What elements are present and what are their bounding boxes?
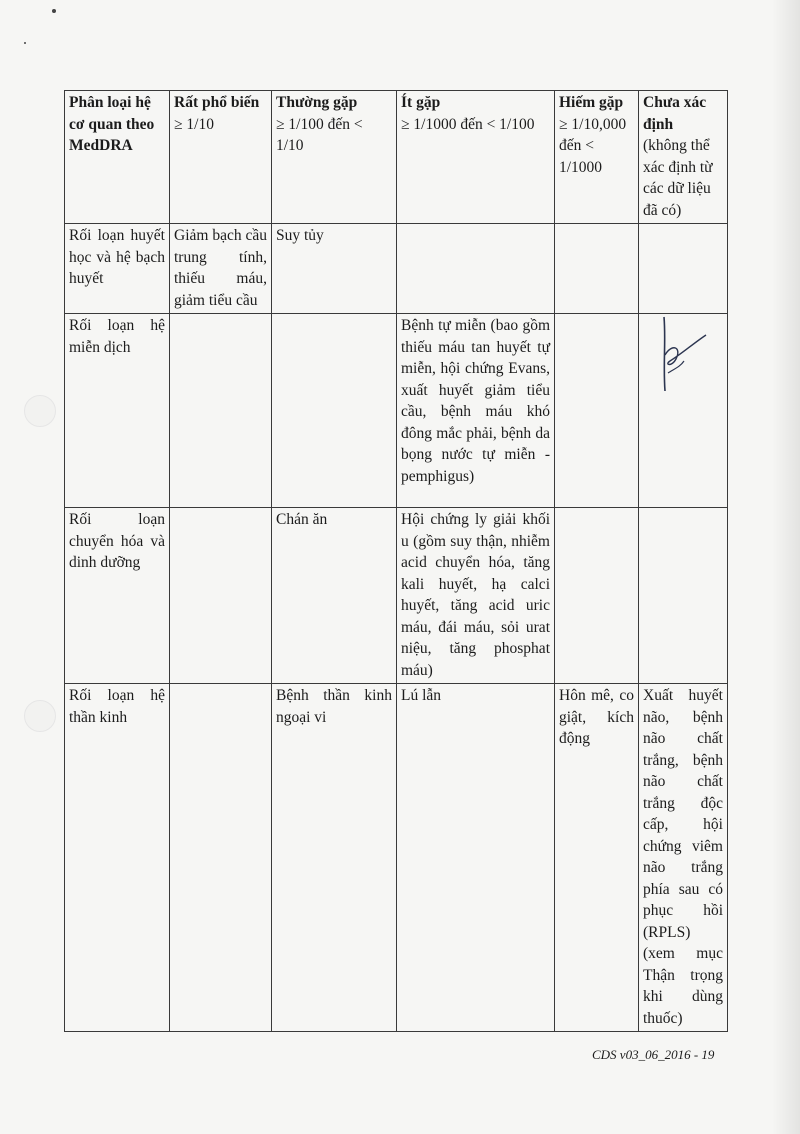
table-header-row [65, 91, 728, 224]
not-known-cell [639, 508, 728, 684]
common-cell: Bệnh thần kinh ngoại vi [272, 684, 397, 1032]
header-label: Hiếm gặp [559, 94, 624, 111]
uncommon-cell: Lú lẫn [397, 684, 555, 1032]
header-organ-class [65, 91, 170, 224]
adverse-reactions-table [64, 90, 728, 1032]
rare-cell [555, 224, 639, 314]
not-known-cell: Xuất huyết não, bệnh não chất trắng, bệnh não chất trắng độc cấp, hội chứng viêm não trắng phía sau có phục hồi (RPLS) (xem mục Thận trọng khi dùng thuốc) [639, 684, 728, 1032]
very-common-cell [170, 508, 272, 684]
header-rare [555, 91, 639, 224]
uncommon-cell: Bệnh tự miễn (bao gồm thiếu máu tan huyết tự miễn, hội chứng Evans, xuất huyết giảm tiểu cầu, bệnh máu khó đông mắc phải, bệnh da bọng nước tự miễn - pemphigus) [397, 314, 555, 508]
common-cell: Chán ăn [272, 508, 397, 684]
page-edge-shadow [772, 0, 800, 1134]
header-frequency: ≥ 1/10 [174, 115, 214, 133]
very-common-cell [170, 314, 272, 508]
header-label: Chưa xác định [643, 94, 707, 133]
common-cell [272, 314, 397, 508]
uncommon-cell: Hội chứng ly giải khối u (gồm suy thận, nhiễm acid chuyển hóa, tăng kali huyết, hạ calci huyết, tăng acid uric máu, đái máu, sỏi urat niệu, tăng phosphat máu) [397, 508, 555, 684]
header-frequency: ≥ 1/100 đến < 1/10 [276, 115, 363, 154]
table-row [65, 508, 728, 684]
rare-cell [555, 314, 639, 508]
header-frequency: (không thể xác định từ các dữ liệu đã có) [643, 137, 713, 219]
very-common-cell [170, 684, 272, 1032]
header-label: Phân loại hệ cơ quan theo MedDRA [69, 94, 155, 154]
scan-speck [52, 9, 56, 13]
header-label: Thường gặp [276, 94, 358, 111]
organ-class-cell: Rối loạn hệ thần kinh [65, 684, 170, 1032]
organ-class-cell: Rối loạn chuyển hóa và dinh dưỡng [65, 508, 170, 684]
punch-hole [24, 700, 56, 732]
organ-class-cell: Rối loạn hệ miễn dịch [65, 314, 170, 508]
organ-class-cell: Rối loạn huyết học và hệ bạch huyết [65, 224, 170, 314]
header-common [272, 91, 397, 224]
table-row [65, 224, 728, 314]
rare-cell [555, 508, 639, 684]
table-row [65, 314, 728, 508]
scan-speck [24, 42, 26, 44]
document-footer-code: CDS v03_06_2016 - 19 [592, 1047, 715, 1062]
not-known-cell [639, 224, 728, 314]
punch-hole [24, 395, 56, 427]
header-frequency: ≥ 1/1000 đến < 1/100 [401, 115, 535, 133]
header-label: Ít gặp [401, 94, 441, 111]
header-frequency: ≥ 1/10,000 đến < 1/1000 [559, 115, 627, 176]
header-label: Rất phổ biến [174, 94, 260, 111]
very-common-cell: Giảm bạch cầu trung tính, thiếu máu, giảm tiểu cầu [170, 224, 272, 314]
table-row [65, 684, 728, 1032]
common-cell: Suy tủy [272, 224, 397, 314]
handwritten-signature [650, 315, 710, 395]
header-very-common [170, 91, 272, 224]
uncommon-cell [397, 224, 555, 314]
header-not-known [639, 91, 728, 224]
rare-cell: Hôn mê, co giật, kích động [555, 684, 639, 1032]
header-uncommon [397, 91, 555, 224]
